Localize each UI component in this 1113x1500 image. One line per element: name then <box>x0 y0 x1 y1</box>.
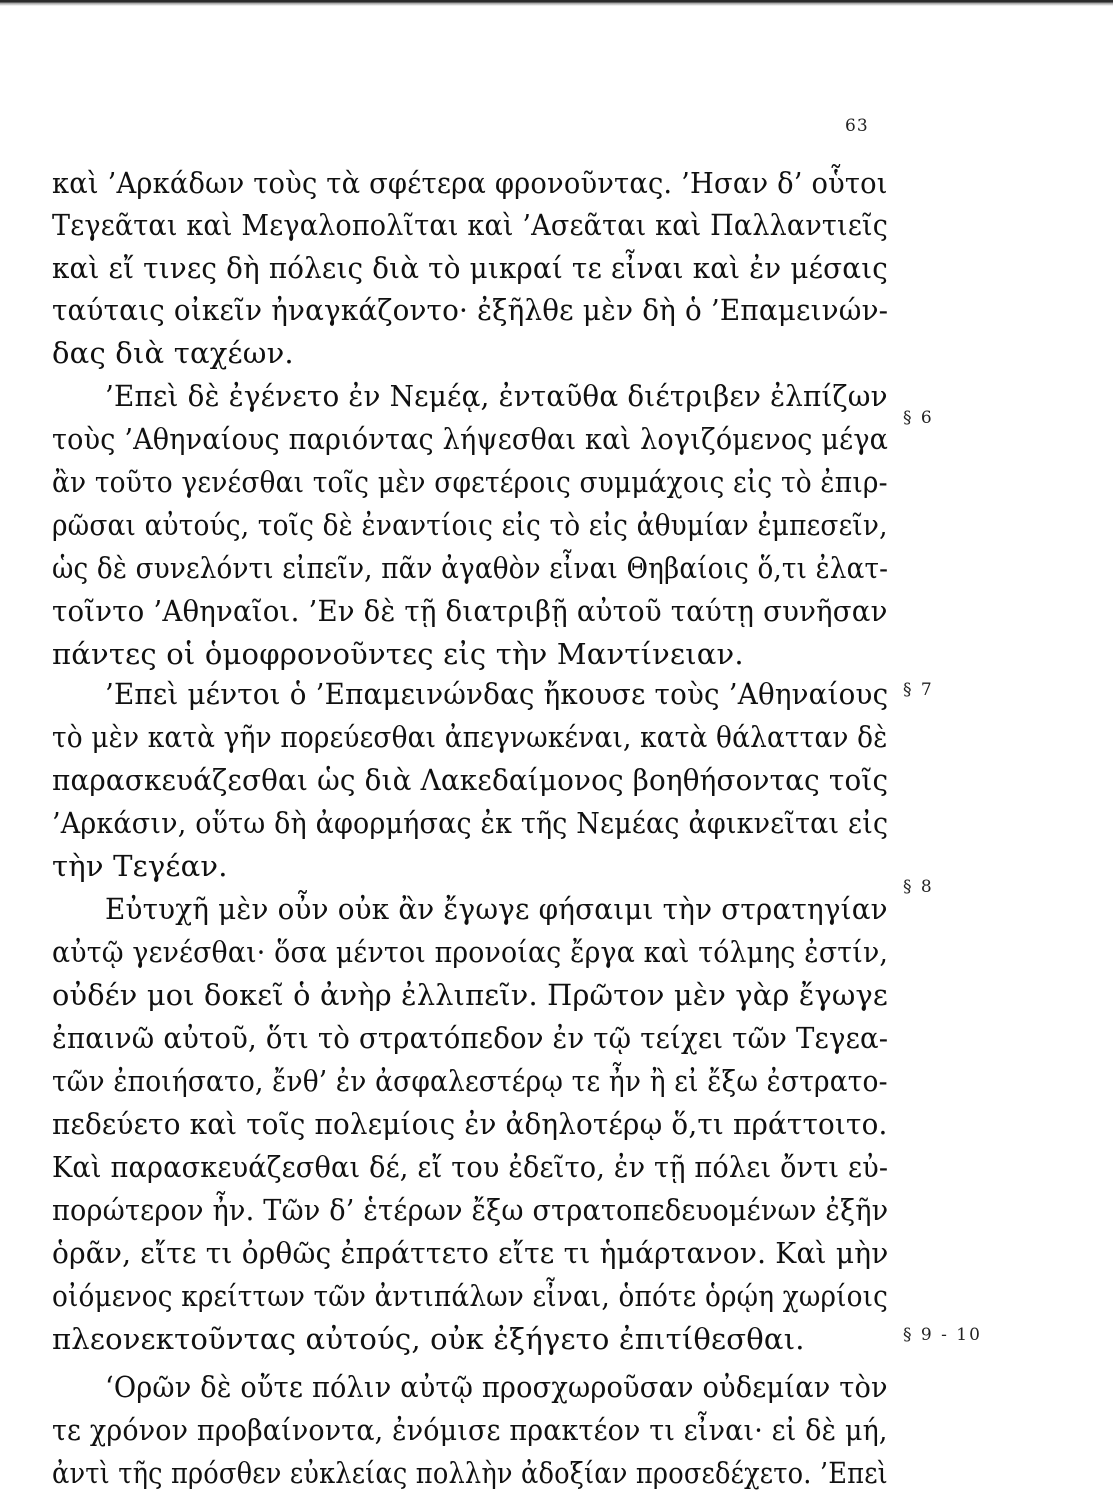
text-line: ὁρᾶν, εἴτε τι ὀρθῶς ἐπράττετο εἴτε τι ἡμάρτανον. Καὶ μὴν <box>52 1236 889 1270</box>
text-line: τὸ μὲν κατὰ γῆν πορεύεσθαι ἀπεγνωκέναι, κατὰ θάλατταν δὲ <box>52 720 888 754</box>
text-line: οἰόμενος κρείττων τῶν ἀντιπάλων εἶναι, ὁπότε ὁρῴη χωρίοις <box>52 1279 889 1313</box>
text-line: καὶ ’Αρκάδων τοὺς τὰ σφέτερα φρονοῦντας. ’Ησαν δ’ οὗτοι <box>52 166 888 200</box>
text-line: τῶν ἐποιήσατο, ἔνθ’ ἐν ἀσφαλεστέρῳ τε ἦν ἢ εἰ ἔξω ἐστρατο- <box>52 1064 888 1098</box>
page-top-edge <box>0 0 1113 6</box>
text-line: ὡς δὲ συνελόντι εἰπεῖν, πᾶν ἀγαθὸν εἶναι Θηβαίοις ὅ,τι ἐλατ- <box>52 551 889 585</box>
section-marker: § 6 <box>903 408 934 428</box>
text-line: δας διὰ ταχέων. <box>52 336 294 370</box>
text-line: πεδεύετο καὶ τοῖς πολεμίοις ἐν ἀδηλοτέρῳ ὅ,τι πράττοιτο. <box>52 1107 888 1141</box>
section-marker: § 9 - 10 <box>903 1325 982 1345</box>
text-line: αὐτῷ γενέσθαι· ὅσα μέντοι προνοίας ἔργα καὶ τόλμης ἐστίν, <box>52 935 889 969</box>
text-line: τοῖντο ’Αθηναῖοι. ’Εν δὲ τῇ διατριβῇ αὐτοῦ ταύτῃ συνῆσαν <box>52 594 888 628</box>
text-line: οὐδέν μοι δοκεῖ ὁ ἀνὴρ ἐλλιπεῖν. Πρῶτον μὲν γὰρ ἔγωγε <box>52 978 889 1012</box>
page-number: 63 <box>845 116 869 136</box>
text-line: τὴν Τεγέαν. <box>52 849 228 883</box>
text-line: ἀντὶ τῆς πρόσθεν εὐκλείας πολλὴν ἀδοξίαν προσεδέχετο. ’Επεὶ <box>52 1456 888 1490</box>
text-line: πάντες οἱ ὁμοφρονοῦντες εἰς τὴν Μαντίνειαν. <box>52 637 744 671</box>
text-line: ἐπαινῶ αὐτοῦ, ὅτι τὸ στρατόπεδον ἐν τῷ τείχει τῶν Τεγεα- <box>52 1021 889 1055</box>
text-line: τε χρόνον προβαίνοντα, ἐνόμισε πρακτέον τι εἶναι· εἰ δὲ μή, <box>52 1413 888 1447</box>
text-line: Τεγεᾶται καὶ Μεγαλοπολῖται καὶ ’Ασεᾶται καὶ Παλλαντιεῖς <box>52 208 889 242</box>
text-line: ’Αρκάσιν, οὕτω δὴ ἀφορμήσας ἐκ τῆς Νεμέας ἀφικνεῖται εἰς <box>52 806 889 840</box>
text-line: ἂν τοῦτο γενέσθαι τοῖς μὲν σφετέροις συμμάχοις εἰς τὸ ἐπιρ- <box>52 465 888 499</box>
section-marker: § 8 <box>903 877 934 897</box>
paragraph-first-line: ’Επεὶ δὲ ἐγένετο ἐν Νεμέᾳ, ἐνταῦθα διέτριβεν ἐλπίζων <box>105 379 888 413</box>
text-line: παρασκευάζεσθαι ὡς διὰ Λακεδαίμονος βοηθήσοντας τοῖς <box>52 763 889 797</box>
text-line: ταύταις οἰκεῖν ἠναγκάζοντο· ἐξῆλθε μὲν δὴ ὁ ’Επαμεινών- <box>52 293 889 327</box>
text-line: ρῶσαι αὐτούς, τοῖς δὲ ἐναντίοις εἰς τὸ εἰς ἀθυμίαν ἐμπεσεῖν, <box>52 508 888 542</box>
paragraph-first-line: ’Επεὶ μέντοι ὁ ’Επαμεινώνδας ἤκουσε τοὺς ’Αθηναίους <box>105 677 889 711</box>
text-line: πορώτερον ἦν. Τῶν δ’ ἑτέρων ἔξω στρατοπεδευομένων ἐξῆν <box>52 1193 889 1227</box>
paragraph-first-line: ‘Ορῶν δὲ οὔτε πόλιν αὐτῷ προσχωροῦσαν οὐδεμίαν τὸν <box>105 1370 888 1404</box>
text-line: Καὶ παρασκευάζεσθαι δέ, εἴ του ἐδεῖτο, ἐν τῇ πόλει ὄντι εὐ- <box>52 1150 889 1184</box>
paragraph-first-line: Εὐτυχῆ μὲν οὖν οὐκ ἂν ἔγωγε φήσαιμι τὴν στρατηγίαν <box>105 892 888 926</box>
section-marker: § 7 <box>903 680 934 700</box>
text-line: τοὺς ’Αθηναίους παριόντας λήψεσθαι καὶ λογιζόμενος μέγα <box>52 422 889 456</box>
text-line: καὶ εἴ τινες δὴ πόλεις διὰ τὸ μικραί τε εἶναι καὶ ἐν μέσαις <box>52 251 888 285</box>
text-line: πλεονεκτοῦντας αὐτούς, οὐκ ἐξήγετο ἐπιτίθεσθαι. <box>52 1322 805 1356</box>
